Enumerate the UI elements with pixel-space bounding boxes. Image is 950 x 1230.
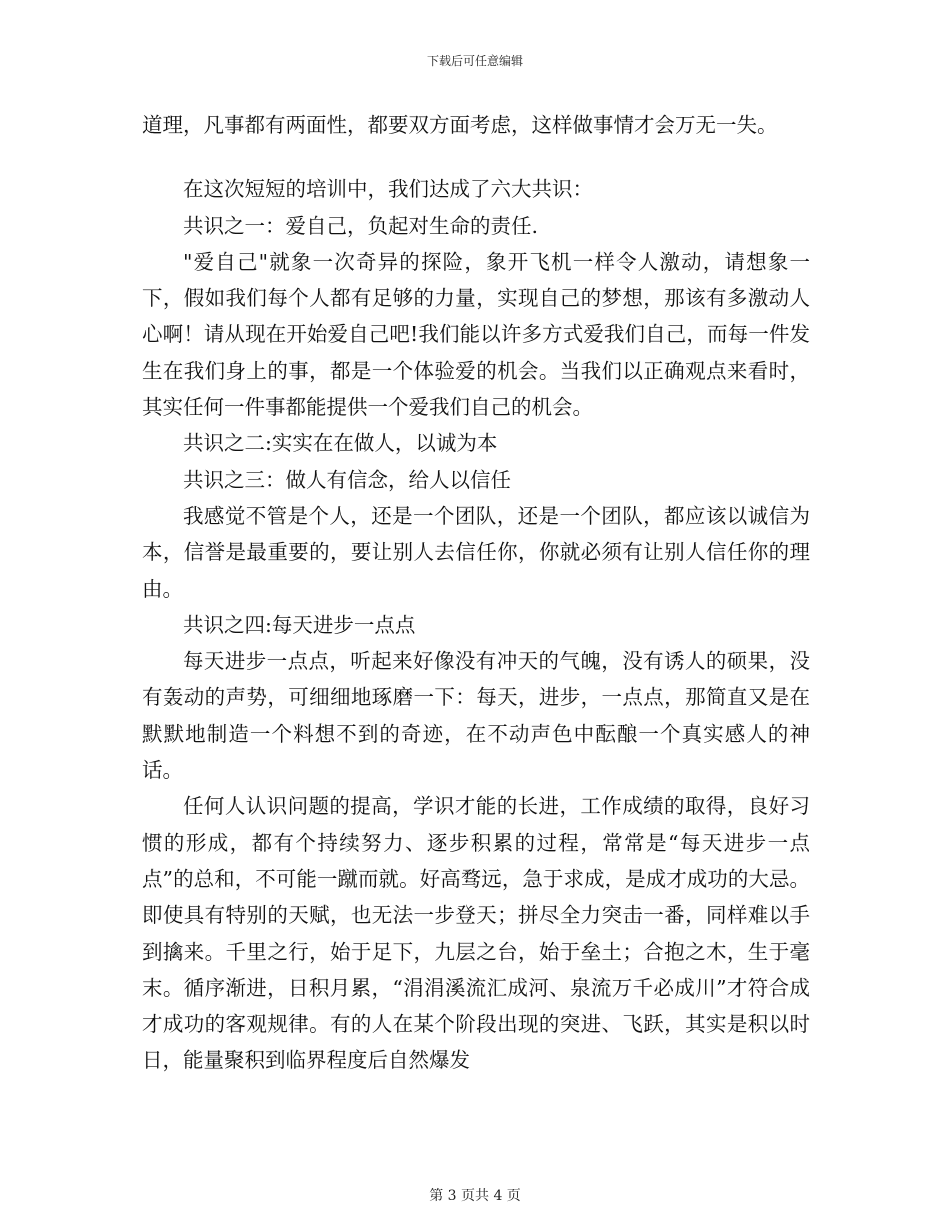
paragraph-intro: 在这次短短的培训中，我们达成了六大共识： <box>183 177 593 202</box>
consensus-heading-3: 共识之三：做人有信念，给人以信任 <box>183 467 511 492</box>
consensus-heading-4: 共识之四:每天进步一点点 <box>183 612 416 637</box>
paragraph-continuation: 道理，凡事都有两面性，都要双方面考虑，这样做事情才会万无一失。 <box>142 113 778 137</box>
paragraph-progress: 每天进步一点点，听起来好像没有冲天的气魄，没有诱人的硕果，没有轰动的声势，可细细地琢磨一下：每天，进步，一点点，那简直又是在默默地制造一个料想不到的奇迹，在不动声色中酝酿一个真实感人的神话。 <box>142 649 810 783</box>
page-footer: 第 3 页共 4 页 <box>429 1188 521 1204</box>
page-header: 下载后可任意编辑 <box>426 54 523 68</box>
paragraph-love-self: "爱自己"就象一次奇异的探险，象开飞机一样令人激动，请想象一下，假如我们每个人都有足够的力量，实现自己的梦想，那该有多激动人心啊！请从现在开始爱自己吧!我们能以许多方式爱我们自己，而每一件发生在我们身上的事，都是一个体验爱的机会。当我们以正确观点来看时，其实任何一件事都能提供一个爱我们自己的机会。 <box>142 249 810 420</box>
consensus-heading-1: 共识之一：爱自己，负起对生命的责任. <box>183 213 539 238</box>
consensus-heading-2: 共识之二:实实在在做人，以诚为本 <box>183 431 498 456</box>
document-body <box>142 107 810 1079</box>
paragraph-accumulation: 任何人认识问题的提高，学识才能的长进，工作成绩的取得，良好习惯的形成，都有个持续努力、逐步积累的过程，常常是“每天进步一点点”的总和，不可能一蹴而就。好高骛远，急于求成，是成才成功的大忌。即使具有特别的天赋，也无法一步登天；拼尽全力突击一番，同样难以手到擒来。千里之行，始于足下，九层之台，始于垒土；合抱之木，生于毫末。循序渐进，日积月累，“涓涓溪流汇成河、泉流万千必成川”才符合成才成功的客观规律。有的人在某个阶段出现的突进、飞跃，其实是积以时日，能量聚积到临界程度后自然爆发 <box>142 794 810 1073</box>
paragraph-trust: 我感觉不管是个人，还是一个团队，还是一个团队，都应该以诚信为本，信誉是最重要的，要让别人去信任你，你就必须有让别人信任你的理由。 <box>142 503 810 601</box>
